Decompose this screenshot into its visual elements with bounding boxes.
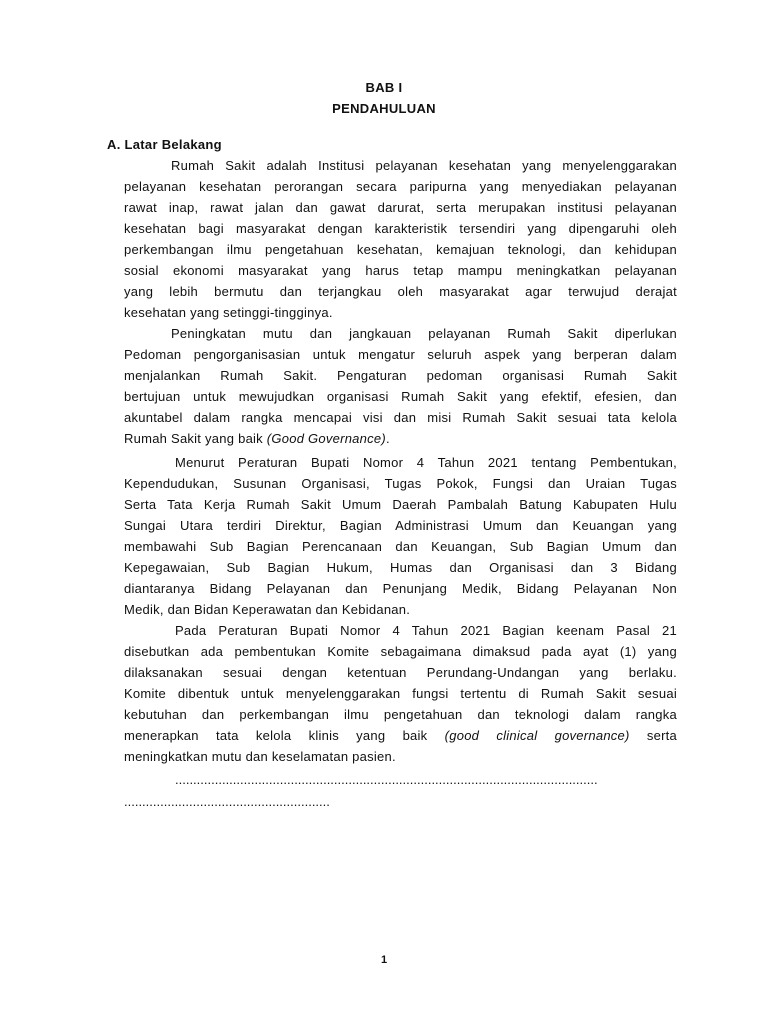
text-line — [124, 494, 677, 515]
line-text: kebutuhan dan perkembangan ilmu pengetahuan dan teknologi dalam rangka — [124, 707, 677, 722]
line-text: sosial ekonomi masyarakat yang harus tetap mampu meningkatkan pelayanan — [124, 263, 677, 278]
line-text: akuntabel dalam rangka mencapai visi dan misi Rumah Sakit sesuai tata kelola — [124, 410, 677, 425]
line-text: bertujuan untuk mewujudkan organisasi Rumah Sakit yang efektif, efesien, dan — [124, 389, 677, 404]
text-line — [124, 281, 677, 302]
text-line — [124, 557, 677, 578]
chapter-number: BAB I — [365, 80, 403, 95]
chapter-title: PENDAHULUAN — [332, 101, 436, 116]
text-line — [124, 791, 677, 812]
text-line — [124, 536, 677, 557]
line-text: Kependudukan, Susunan Organisasi, Tugas Pokok, Fungsi dan Uraian Tugas — [124, 476, 677, 491]
line-text: membawahi Sub Bagian Perencanaan dan Keuangan, Sub Bagian Umum dan — [124, 539, 677, 554]
text-line — [175, 769, 677, 790]
line-text: Rumah Sakit adalah Institusi pelayanan kesehatan yang menyelenggarakan — [171, 158, 677, 173]
line-text: diantaranya Bidang Pelayanan dan Penunjang Medik, Bidang Pelayanan Non — [124, 581, 677, 596]
text-line — [124, 365, 677, 386]
line-text: Pada Peraturan Bupati Nomor 4 Tahun 2021 Bagian keenam Pasal 21 — [175, 623, 677, 638]
text-line — [175, 452, 677, 473]
line-text: Serta Tata Kerja Rumah Sakit Umum Daerah Pambalah Batung Kabupaten Hulu — [124, 497, 677, 512]
line-text-after: serta — [629, 728, 677, 743]
text-line — [124, 386, 677, 407]
page-number: 1 — [380, 954, 388, 966]
italic-term: (good clinical governance) — [444, 728, 630, 743]
text-line — [124, 260, 677, 281]
line-text: dilaksanakan sesuai dengan ketentuan Perundang-Undangan yang berlaku. — [124, 665, 677, 680]
line-text: ..................................................................................................................... — [175, 772, 598, 787]
line-text: Rumah Sakit yang baik — [124, 431, 267, 446]
text-line — [124, 239, 677, 260]
italic-term: (Good Governance) — [266, 431, 386, 446]
line-text: Komite dibentuk untuk menyelenggarakan fungsi tertentu di Rumah Sakit sesuai — [124, 686, 677, 701]
line-text: Peningkatan mutu dan jangkauan pelayanan Rumah Sakit diperlukan — [171, 326, 677, 341]
text-line — [171, 323, 677, 344]
text-line — [124, 725, 677, 746]
line-text: Menurut Peraturan Bupati Nomor 4 Tahun 2021 tentang Pembentukan, — [175, 455, 677, 470]
text-line — [124, 473, 677, 494]
text-line — [124, 599, 677, 620]
line-text: kesehatan yang setinggi-tingginya. — [124, 305, 333, 320]
text-line — [124, 197, 677, 218]
text-line — [124, 302, 677, 323]
line-text: menjalankan Rumah Sakit. Pengaturan pedoman organisasi Rumah Sakit — [124, 368, 677, 383]
line-text: yang lebih bermutu dan terjangkau oleh masyarakat agar terwujud derajat — [124, 284, 677, 299]
text-line — [175, 620, 677, 641]
text-line — [124, 578, 677, 599]
text-line — [124, 176, 677, 197]
line-text: ......................................................... — [124, 794, 330, 809]
section-heading: A. Latar Belakang — [107, 137, 222, 152]
line-text: Medik, dan Bidan Keperawatan dan Kebidanan. — [124, 602, 411, 617]
text-line — [124, 641, 677, 662]
line-text-after: . — [385, 431, 390, 446]
text-line — [124, 428, 677, 449]
line-text: perkembangan ilmu pengetahuan kesehatan, kemajuan teknologi, dan kehidupan — [124, 242, 677, 257]
line-text: pelayanan kesehatan perorangan secara paripurna yang menyediakan pelayanan — [124, 179, 677, 194]
line-text: disebutkan ada pembentukan Komite sebagaimana dimaksud pada ayat (1) yang — [124, 644, 677, 659]
line-text: menerapkan tata kelola klinis yang baik — [124, 728, 445, 743]
text-line — [124, 683, 677, 704]
text-line — [124, 746, 677, 767]
text-line — [124, 662, 677, 683]
text-line — [124, 407, 677, 428]
text-line — [124, 344, 677, 365]
line-text: Kepegawaian, Sub Bagian Hukum, Humas dan Organisasi dan 3 Bidang — [124, 560, 677, 575]
line-text: Pedoman pengorganisasian untuk mengatur seluruh aspek yang berperan dalam — [124, 347, 677, 362]
text-line — [124, 515, 677, 536]
text-line — [124, 704, 677, 725]
line-text: meningkatkan mutu dan keselamatan pasien. — [124, 749, 396, 764]
line-text: kesehatan bagi masyarakat dengan karakteristik tersendiri yang dipengaruhi oleh — [124, 221, 677, 236]
line-text: Sungai Utara terdiri Direktur, Bagian Administrasi Umum dan Keuangan yang — [124, 518, 677, 533]
line-text: rawat inap, rawat jalan dan gawat darurat, serta merupakan institusi pelayanan — [124, 200, 677, 215]
text-line — [124, 218, 677, 239]
text-line — [171, 155, 677, 176]
